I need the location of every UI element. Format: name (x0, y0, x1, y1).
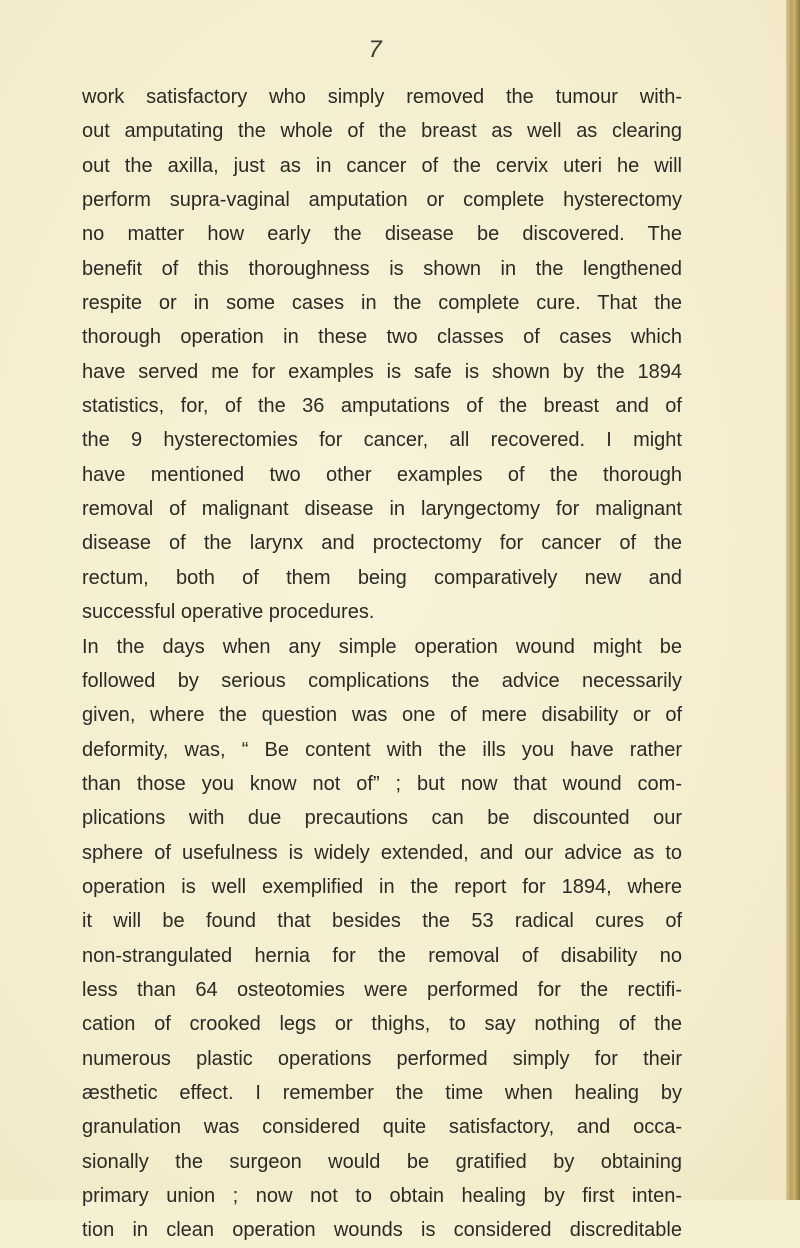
body-text (82, 80, 682, 1248)
text-line: æsthetic effect. I remember the time when healing by (82, 1081, 682, 1104)
text-line: numerous plastic operations performed simply for their (82, 1047, 682, 1070)
text-line: non-strangulated hernia for the removal of disability no (82, 944, 682, 967)
text-line: In the days when any simple operation wound might be (82, 635, 682, 658)
text-line: successful operative procedures. (82, 601, 375, 624)
text-line: work satisfactory who simply removed the tumour with- (82, 86, 682, 108)
text-line: no matter how early the disease be discovered. The (82, 223, 682, 246)
page-binding-edge (786, 0, 800, 1200)
text-line: less than 64 osteotomies were performed for the rectifi- (82, 978, 682, 1001)
text-line: out amputating the whole of the breast as well as clearing (82, 120, 682, 143)
text-line: primary union ; now not to obtain healing by first inten- (82, 1185, 682, 1207)
text-line: granulation was considered quite satisfactory, and occa- (82, 1116, 682, 1139)
text-line: have served me for examples is safe is shown by the 1894 (82, 360, 682, 383)
text-line: operation is well exemplified in the report for 1894, where (82, 875, 682, 898)
text-line: given, where the question was one of mere disability or of (82, 704, 682, 727)
text-line: than those you know not of” ; but now that wound com- (82, 772, 682, 795)
text-line: sphere of usefulness is widely extended, and our advice as to (82, 841, 682, 864)
text-line: followed by serious complications the advice necessarily (82, 669, 682, 692)
text-line: thorough operation in these two classes of cases which (82, 326, 682, 349)
text-line: disease of the larynx and proctectomy for cancer of the (82, 532, 682, 555)
text-line: respite or in some cases in the complete cure. That the (82, 292, 682, 315)
text-line: out the axilla, just as in cancer of the cervix uteri he will (82, 154, 682, 177)
text-line: it will be found that besides the 53 radical cures of (82, 910, 682, 933)
text-line: the 9 hysterectomies for cancer, all recovered. I might (82, 429, 682, 452)
text-line: have mentioned two other examples of the thorough (82, 463, 682, 486)
text-line: rectum, both of them being comparatively new and (82, 566, 682, 589)
text-line: benefit of this thoroughness is shown in the lengthened (82, 257, 682, 280)
page-number: 7 (368, 36, 382, 63)
text-line: plications with due precautions can be discounted our (82, 807, 682, 830)
text-line: tion in clean operation wounds is considered discreditable (82, 1219, 682, 1242)
text-line: cation of crooked legs or thighs, to say nothing of the (82, 1013, 682, 1036)
text-line: perform supra-vaginal amputation or complete hysterectomy (82, 189, 682, 212)
text-line: deformity, was, “ Be content with the ills you have rather (82, 738, 682, 761)
text-line: removal of malignant disease in laryngectomy for malignant (82, 498, 682, 521)
text-line: statistics, for, of the 36 amputations of the breast and of (82, 395, 682, 418)
text-line: sionally the surgeon would be gratified by obtaining (82, 1150, 682, 1173)
